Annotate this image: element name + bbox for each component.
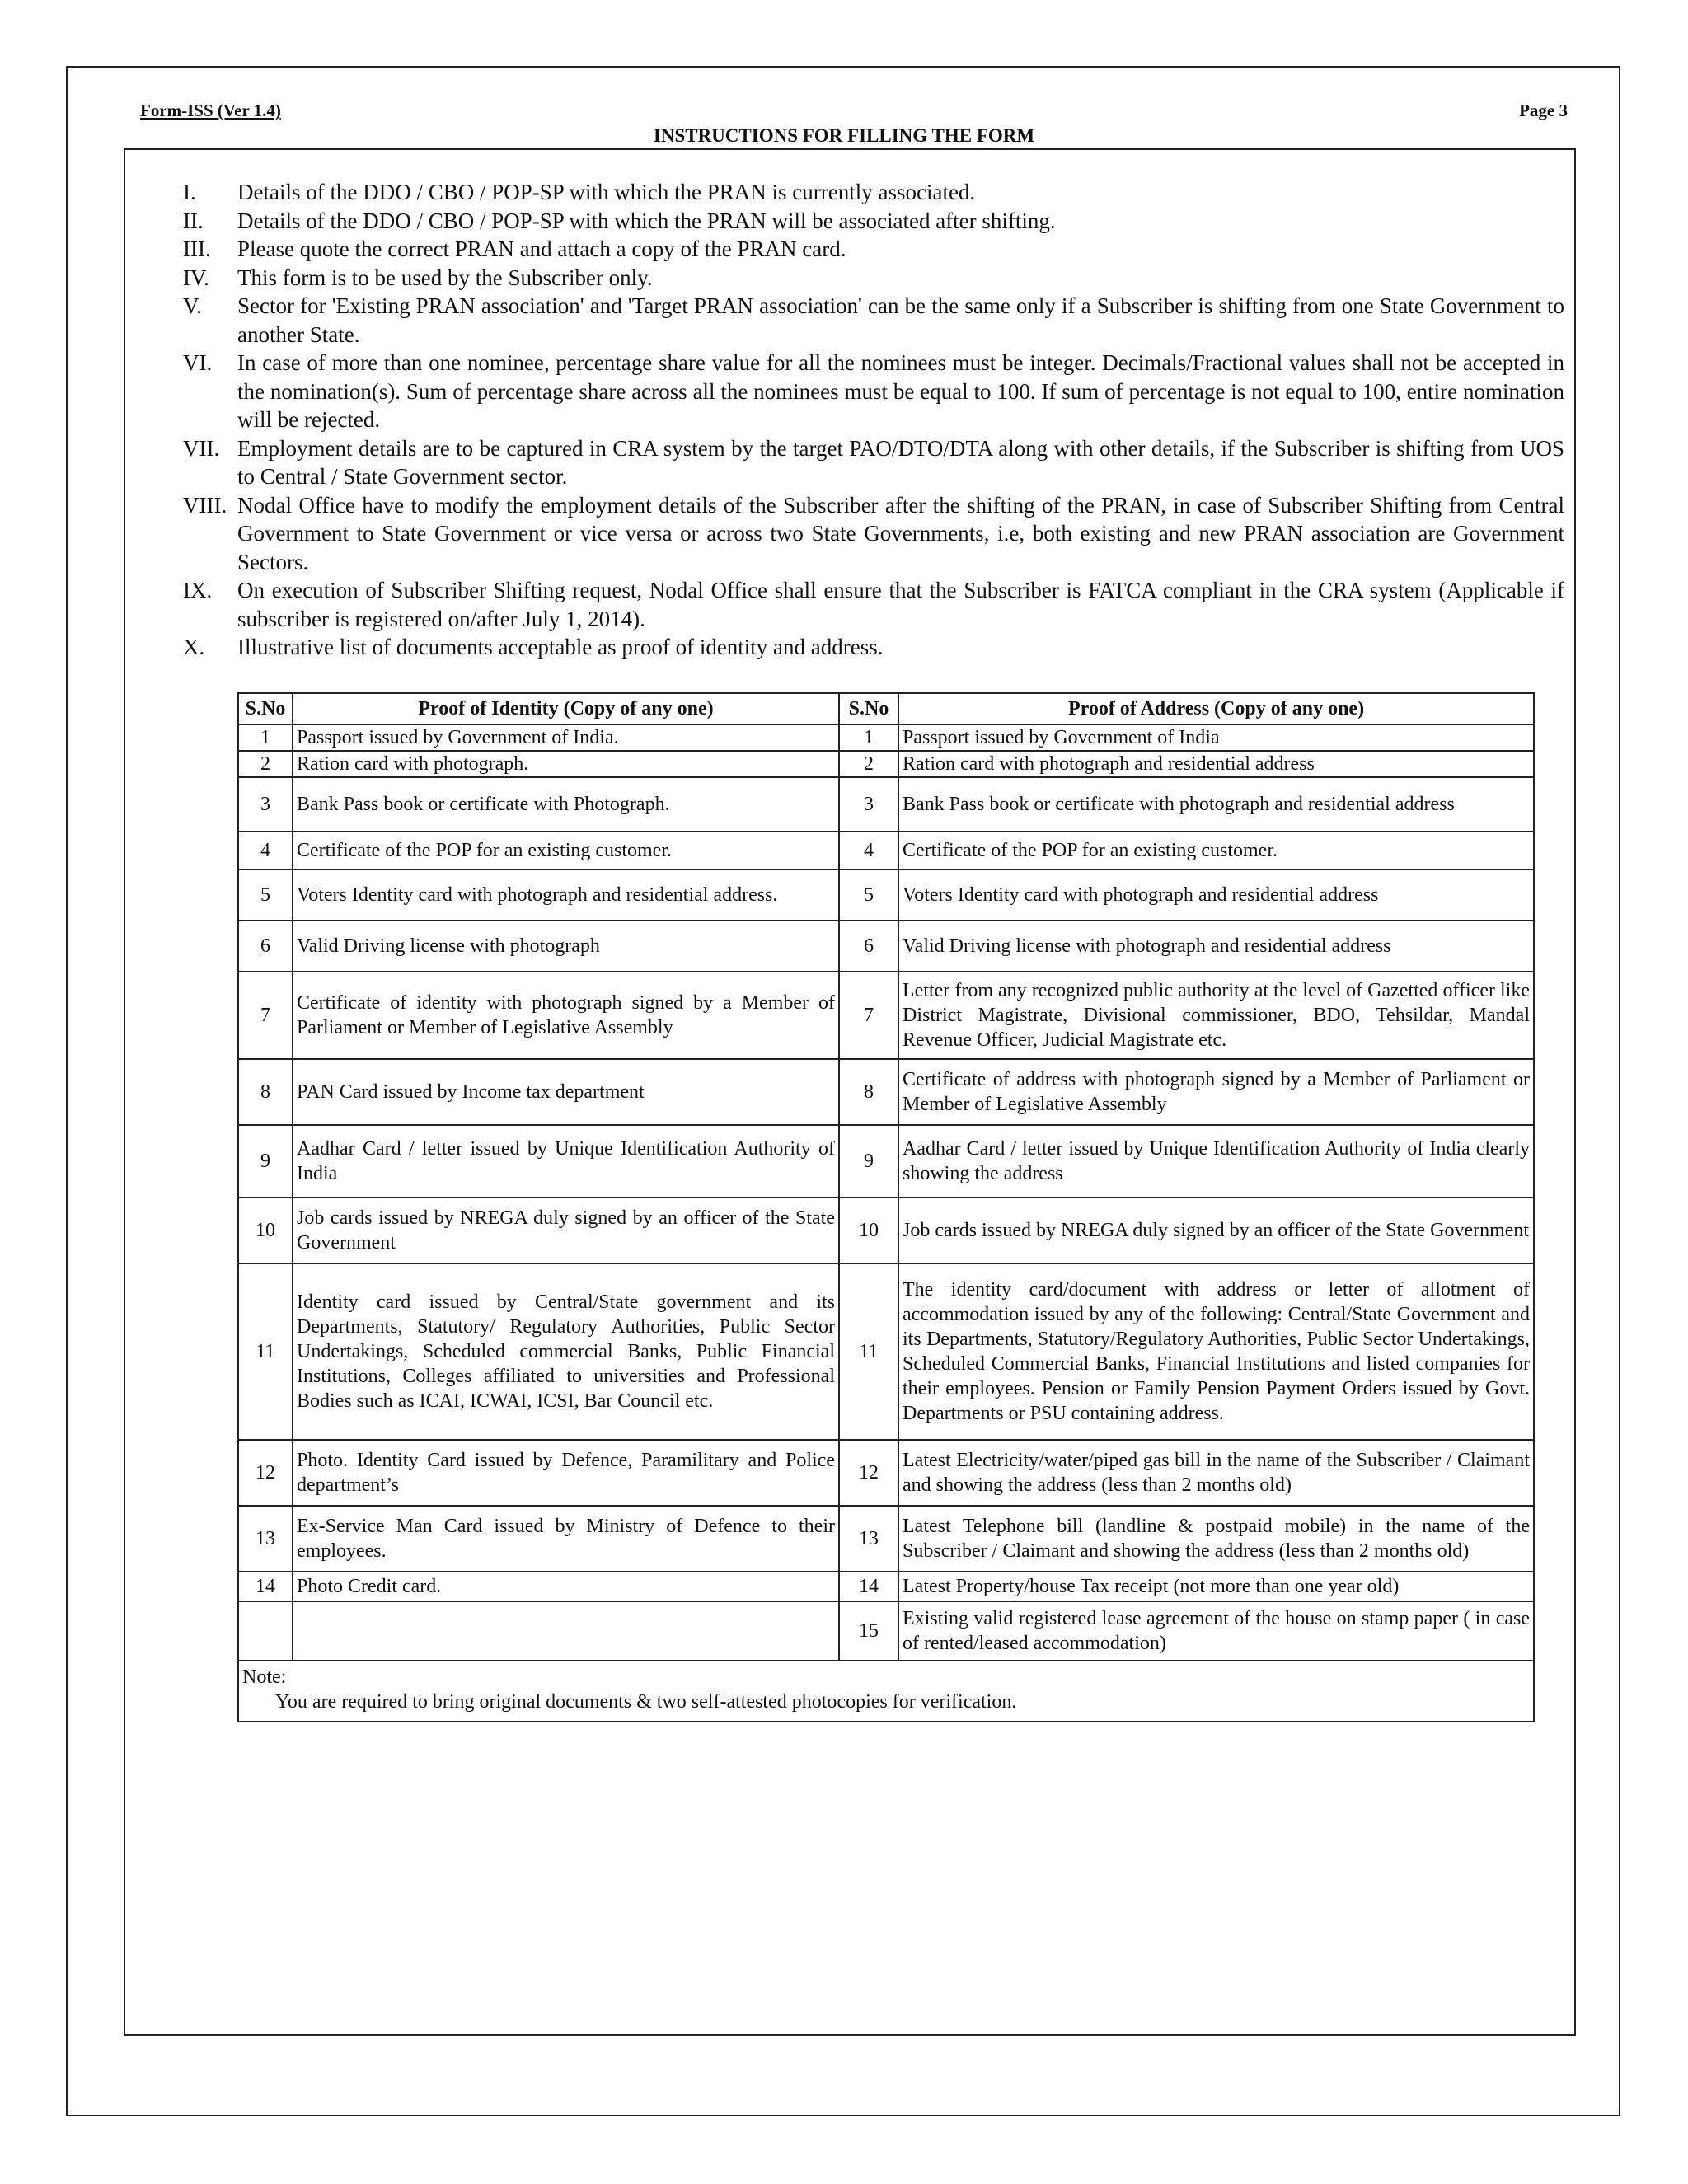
identity-sno: 11 — [238, 1263, 293, 1440]
table-header-row — [238, 693, 1534, 724]
table-row — [238, 1125, 1534, 1197]
identity-sno: 6 — [238, 921, 293, 972]
instruction-text: Illustrative list of documents acceptable as proof of identity and address. — [237, 635, 884, 659]
identity-document: Identity card issued by Central/State government and its Departments, Statutory/ Regulatory Authorities, Public Sector Undertakings, Scheduled commercial Banks, Public Financial Institutions, Colleges affiliated to universities and Professional Bodies such as ICAI, ICWAI, ICSI, Bar Council etc. — [293, 1263, 839, 1440]
table-row — [238, 972, 1534, 1059]
instruction-number: I. — [183, 180, 196, 204]
identity-document: Photo Credit card. — [293, 1572, 839, 1601]
table-row — [238, 751, 1534, 777]
identity-sno: 3 — [238, 777, 293, 832]
identity-sno: 8 — [238, 1059, 293, 1125]
table-row — [238, 1197, 1534, 1263]
instruction-number: VI. — [183, 350, 213, 375]
address-sno: 10 — [839, 1197, 898, 1263]
address-sno: 13 — [839, 1506, 898, 1572]
address-sno: 9 — [839, 1125, 898, 1197]
identity-sno: 2 — [238, 751, 293, 777]
instruction-item — [183, 633, 1564, 662]
address-sno: 3 — [839, 777, 898, 832]
table-row — [238, 1263, 1534, 1440]
table-row — [238, 1506, 1534, 1572]
identity-sno: 9 — [238, 1125, 293, 1197]
instruction-text: Nodal Office have to modify the employment details of the Subscriber after the shifting of the PRAN, in case of Subscriber Shifting from Central Government to State Government or vice versa or across two State Governments, i.e, both existing and new PRAN association are Government Sectors. — [237, 492, 1564, 574]
identity-sno: 1 — [238, 724, 293, 751]
instruction-item — [183, 178, 1564, 207]
identity-document: Aadhar Card / letter issued by Unique Identification Authority of India — [293, 1125, 839, 1197]
address-sno: 4 — [839, 832, 898, 869]
instruction-text: Employment details are to be captured in CRA system by the target PAO/DTO/DTA along with other details, if the Subscriber is shifting from UOS to Central / State Government sector. — [237, 435, 1564, 489]
instruction-item — [183, 207, 1564, 236]
instruction-item — [183, 434, 1564, 491]
instruction-item — [183, 235, 1564, 264]
table-row — [238, 1440, 1534, 1506]
instruction-text: Please quote the correct PRAN and attach a copy of the PRAN card. — [237, 237, 846, 261]
address-sno: 14 — [839, 1572, 898, 1601]
instruction-item — [183, 264, 1564, 293]
address-sno: 6 — [839, 921, 898, 972]
table-row — [238, 724, 1534, 751]
identity-document: PAN Card issued by Income tax department — [293, 1059, 839, 1125]
address-document: Existing valid registered lease agreement of the house on stamp paper ( in case of rented/leased accommodation) — [898, 1601, 1534, 1661]
table-row — [238, 921, 1534, 972]
instruction-number: VII. — [183, 435, 220, 461]
instruction-item — [183, 491, 1564, 577]
header-proof-of-address: Proof of Address (Copy of any one) — [898, 693, 1534, 724]
identity-sno: 5 — [238, 869, 293, 921]
address-sno: 15 — [839, 1601, 898, 1661]
identity-document: Job cards issued by NREGA duly signed by an officer of the State Government — [293, 1197, 839, 1263]
address-sno: 12 — [839, 1440, 898, 1506]
identity-sno — [238, 1601, 293, 1661]
instruction-number: II. — [183, 208, 204, 233]
identity-sno: 14 — [238, 1572, 293, 1601]
identity-document: Bank Pass book or certificate with Photograph. — [293, 777, 839, 832]
address-document: Latest Telephone bill (landline & postpaid mobile) in the name of the Subscriber / Claimant and showing the address (less than 2 months old) — [898, 1506, 1534, 1572]
address-document: Certificate of the POP for an existing customer. — [898, 832, 1534, 869]
identity-sno: 4 — [238, 832, 293, 869]
page-title: INSTRUCTIONS FOR FILLING THE FORM — [653, 125, 1035, 146]
instruction-item — [183, 576, 1564, 633]
form-id: Form-ISS (Ver 1.4) — [140, 101, 281, 120]
page-number: Page 3 — [1519, 101, 1568, 120]
address-document: Certificate of address with photograph signed by a Member of Parliament or Member of Legislative Assembly — [898, 1059, 1534, 1125]
identity-document: Ex-Service Man Card issued by Ministry of Defence to their employees. — [293, 1506, 839, 1572]
instruction-number: IX. — [183, 578, 213, 602]
table-row — [238, 777, 1534, 832]
address-sno: 11 — [839, 1263, 898, 1440]
address-document: Latest Electricity/water/piped gas bill in the name of the Subscriber / Claimant and showing the address (less than 2 months old) — [898, 1440, 1534, 1506]
identity-sno: 13 — [238, 1506, 293, 1572]
instruction-number: III. — [183, 237, 211, 261]
instruction-text: This form is to be used by the Subscriber only. — [237, 265, 653, 290]
address-sno: 1 — [839, 724, 898, 751]
documents-table — [237, 692, 1535, 1722]
header-sno: S.No — [839, 693, 898, 724]
identity-sno: 10 — [238, 1197, 293, 1263]
identity-sno: 7 — [238, 972, 293, 1059]
instruction-item — [183, 292, 1564, 349]
instruction-number: V. — [183, 293, 202, 318]
instruction-text: Sector for 'Existing PRAN association' and 'Target PRAN association' can be the same only if a Subscriber is shifting from one State Government to another State. — [237, 293, 1564, 347]
address-document: The identity card/document with address or letter of allotment of accommodation issued by any of the following: Central/State Government and its Departments, Statutory/Regulatory Authorities, Public Sector Undertakings, Scheduled Commercial Banks, Financial Institutions and listed companies for their employees. Pension or Family Pension Payment Orders issued by Govt. Departments or PSU containing address. — [898, 1263, 1534, 1440]
note-cell — [238, 1661, 1534, 1722]
address-document: Latest Property/house Tax receipt (not more than one year old) — [898, 1572, 1534, 1601]
address-document: Passport issued by Government of India — [898, 724, 1534, 751]
address-sno: 5 — [839, 869, 898, 921]
address-document: Ration card with photograph and residential address — [898, 751, 1534, 777]
identity-document: Passport issued by Government of India. — [293, 724, 839, 751]
identity-document: Certificate of identity with photograph signed by a Member of Parliament or Member of Legislative Assembly — [293, 972, 839, 1059]
instruction-text: Details of the DDO / CBO / POP-SP with which the PRAN will be associated after shifting. — [237, 208, 1056, 233]
address-sno: 8 — [839, 1059, 898, 1125]
identity-document: Voters Identity card with photograph and residential address. — [293, 869, 839, 921]
instruction-text: Details of the DDO / CBO / POP-SP with which the PRAN is currently associated. — [237, 180, 976, 204]
instruction-text: In case of more than one nominee, percentage share value for all the nominees must be integer. Decimals/Fractional values shall not be accepted in the nomination(s). Sum of percentage share across all the nominees must be equal to 100. If sum of percentage is not equal to 100, entire nomination will be rejected. — [237, 350, 1564, 432]
table-row — [238, 1572, 1534, 1601]
address-sno: 2 — [839, 751, 898, 777]
table-row — [238, 1059, 1534, 1125]
instruction-number: X. — [183, 635, 205, 659]
note-label: Note: — [242, 1666, 287, 1688]
instructions-list — [183, 178, 1564, 662]
identity-document: Ration card with photograph. — [293, 751, 839, 777]
identity-sno: 12 — [238, 1440, 293, 1506]
header-sno: S.No — [238, 693, 293, 724]
identity-document: Valid Driving license with photograph — [293, 921, 839, 972]
table-row — [238, 832, 1534, 869]
address-document: Bank Pass book or certificate with photograph and residential address — [898, 777, 1534, 832]
note-text: You are required to bring original documents & two self-attested photocopies for verification. — [275, 1691, 1017, 1713]
address-document: Aadhar Card / letter issued by Unique Identification Authority of India clearly showing the address — [898, 1125, 1534, 1197]
instruction-number: VIII. — [183, 492, 227, 518]
address-document: Letter from any recognized public authority at the level of Gazetted officer like District Magistrate, Divisional commissioner, BDO, Tehsildar, Mandal Revenue Officer, Judicial Magistrate etc. — [898, 972, 1534, 1059]
note-row — [238, 1661, 1534, 1722]
identity-document: Photo. Identity Card issued by Defence, Paramilitary and Police department’s — [293, 1440, 839, 1506]
address-sno: 7 — [839, 972, 898, 1059]
instruction-item — [183, 349, 1564, 434]
address-document: Job cards issued by NREGA duly signed by an officer of the State Government — [898, 1197, 1534, 1263]
address-document: Voters Identity card with photograph and residential address — [898, 869, 1534, 921]
header-proof-of-identity: Proof of Identity (Copy of any one) — [293, 693, 839, 724]
address-document: Valid Driving license with photograph and residential address — [898, 921, 1534, 972]
table-row — [238, 869, 1534, 921]
instruction-number: IV. — [183, 265, 209, 290]
identity-document: Certificate of the POP for an existing customer. — [293, 832, 839, 869]
instruction-text: On execution of Subscriber Shifting request, Nodal Office shall ensure that the Subscriber is FATCA compliant in the CRA system (Applicable if subscriber is registered on/after July 1, 2014). — [237, 578, 1564, 631]
identity-document — [293, 1601, 839, 1661]
table-row — [238, 1601, 1534, 1661]
